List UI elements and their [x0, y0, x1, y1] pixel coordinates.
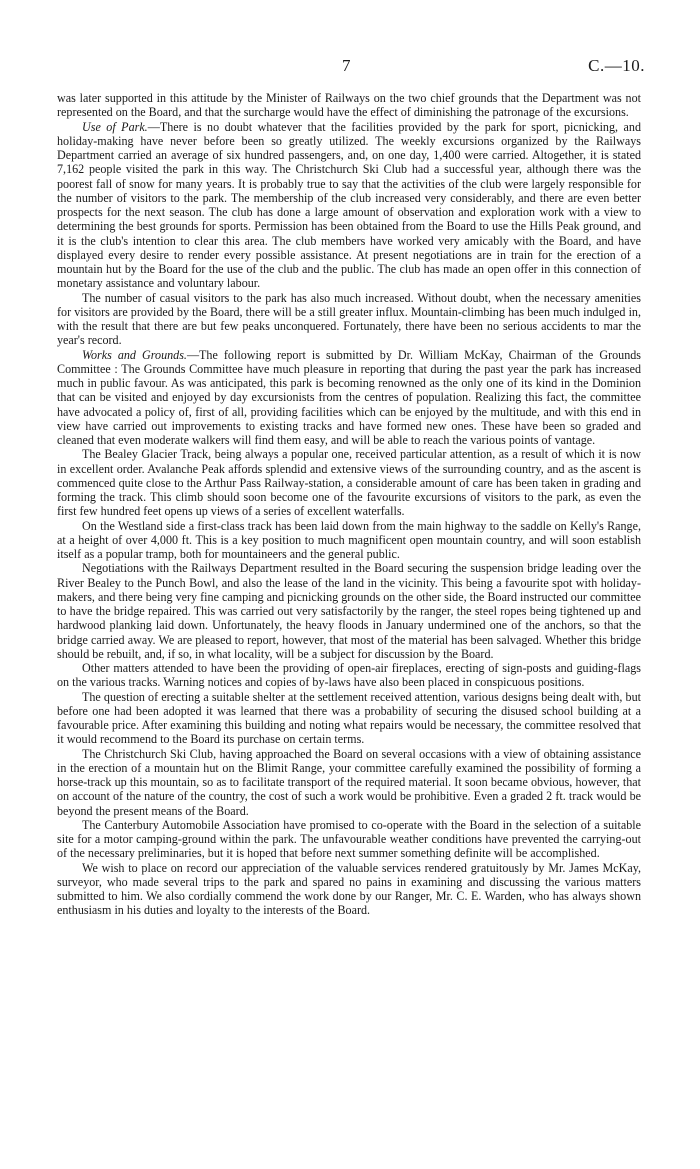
section-heading: Use of Park. — [82, 119, 148, 134]
paragraph: Use of Park.—There is no doubt whatever that the facilities provided by the park for sport, picnicking, and holiday-making have never before been so greatly utilized. The weekly excursions organized by the Railways Department carried an average of six hundred passengers, and, on one day, 1,400 were carried. Altogether, it is stated 7,162 people visited the park in this way. The Christchurch Ski Club had a successful year, although there was the poorest fall of snow for many years. It is probably true to say that the activities of the club were largely responsible for the number of visitors to the park. The membership of the club increased very considerably, and there are even better prospects for the next season. The club has done a large amount of observation and exploration work with a view to determining the best grounds for sports. Permission has been obtained from the Board to use the Hills Peak ground, and it is the club's intention to clear this area. The club members have worked very amicably with the Board, and have displayed every desire to render every possible assistance. At present negotiations are in train for the erection of a mountain hut by the Board for the use of the club and the public. The club has made an open offer in this connection of monetary assistance and voluntary labour. — [57, 119, 641, 291]
paragraph: The question of erecting a suitable shelter at the settlement received attention, various designs being dealt with, but before one had been adopted it was learned that there was a probability of securing the disused school building at a favourable price. After examining this building and noting what repairs would be necessary, the committee resolved that it would recommend to the Board its purchase on certain terms. — [57, 689, 641, 747]
paragraph: On the Westland side a first-class track has been laid down from the main highway to the saddle on Kelly's Range, at a height of over 4,000 ft. This is a key position to much magnificent open mountain country, and will soon establish itself as a popular tramp, both for mountaineers and the general public. — [57, 518, 641, 561]
paragraph: was later supported in this attitude by the Minister of Railways on the two chief grounds that the Department was not represented on the Board, and that the surcharge would have the effect of diminishing the patronage of the excursions. — [57, 91, 641, 120]
paragraph: We wish to place on record our appreciation of the valuable services rendered gratuitously by Mr. James McKay, surveyor, who made several trips to the park and spared no pains in examining and discussing the various matters submitted to him. We also cordially commend the work done by our Ranger, Mr. C. E. Warden, who has always shown enthusiasm in his duties and loyalty to the interests of the Board. — [57, 860, 641, 918]
paragraph: The number of casual visitors to the park has also much increased. Without doubt, when the necessary amenities for visitors are provided by the Board, there will be a still greater influx. Mountain-climbing has been much indulged in, with the result that there are but few peaks unconquered. Fortunately, there have been no serious accidents to mar the year's record. — [57, 290, 641, 348]
page-header — [0, 56, 700, 80]
body-text — [57, 91, 641, 918]
section-heading: Works and Grounds. — [82, 347, 187, 362]
paragraph: The Bealey Glacier Track, being always a popular one, received particular attention, as a result of which it is now in excellent order. Avalanche Peak affords splendid and extensive views of the surrounding country, and as the ascent is commenced quite close to the Arthur Pass Railway-station, a considerable amount of care has been taken in grading and forming the track. This climb should soon become one of the favourite excursions of visitors to the park, as even the first few hundred feet opens up views of a series of excellent waterfalls. — [57, 447, 641, 519]
paragraph: Works and Grounds.—The following report is submitted by Dr. William McKay, Chairman of the Grounds Committee : The Grounds Committee have much pleasure in reporting that during the past year the park has increased much in public favour. As was anticipated, this park is becoming renowned as the only one of its kind in the Dominion that can be visited and enjoyed by day excursionists from the centres of population. Realizing this fact, the committee have advocated a policy of, first of all, providing facilities which can be enjoyed by the multitude, and with this end in view have carried out improvements to existing tracks and have formed new ones. These have been so graded and cleaned that even moderate walkers will find them easy, and will be able to reach the various points of vantage. — [57, 347, 641, 447]
paragraph: Other matters attended to have been the providing of open-air fireplaces, erecting of sign-posts and guiding-flags on the various tracks. Warning notices and copies of by-laws have also been placed in conspicuous positions. — [57, 661, 641, 690]
paragraph: Negotiations with the Railways Department resulted in the Board securing the suspension bridge leading over the River Bealey to the Punch Bowl, and also the lease of the land in the vicinity. This being a favourite spot with holiday-makers, and there being very fine camping and picnicking grounds on the other side, the Board instructed our committee to have the bridge repaired. This was carried out very satisfactorily by the ranger, the steel ropes being tightened up and hardwood planking laid down. Unfortunately, the heavy floods in January undermined one of the anchors, so that the bridge carried away. We are pleased to report, however, that most of the material has been salvaged. Whether this bridge should be rebuilt, and, if so, in what locality, will be a subject for discussion by the Board. — [57, 561, 641, 661]
paragraph: The Christchurch Ski Club, having approached the Board on several occasions with a view of obtaining assistance in the erection of a mountain hut on the Blimit Range, your committee carefully examined the possibility of forming a horse-track up this mountain, so as to facilitate transport of the required material. It soon became obvious, however, that on account of the nature of the country, the cost of such a work would be prohibitive. Even a graded 2 ft. track would be beyond the present means of the Board. — [57, 746, 641, 818]
paragraph: The Canterbury Automobile Association have promised to co-operate with the Board in the selection of a suitable site for a motor camping-ground within the park. The unfavourable weather conditions have prevented the carrying-out of the necessary preliminaries, but it is hoped that before next summer something definite will be accomplished. — [57, 817, 641, 861]
page-number: 7 — [342, 56, 351, 75]
document-reference: C.—10. — [588, 56, 645, 75]
